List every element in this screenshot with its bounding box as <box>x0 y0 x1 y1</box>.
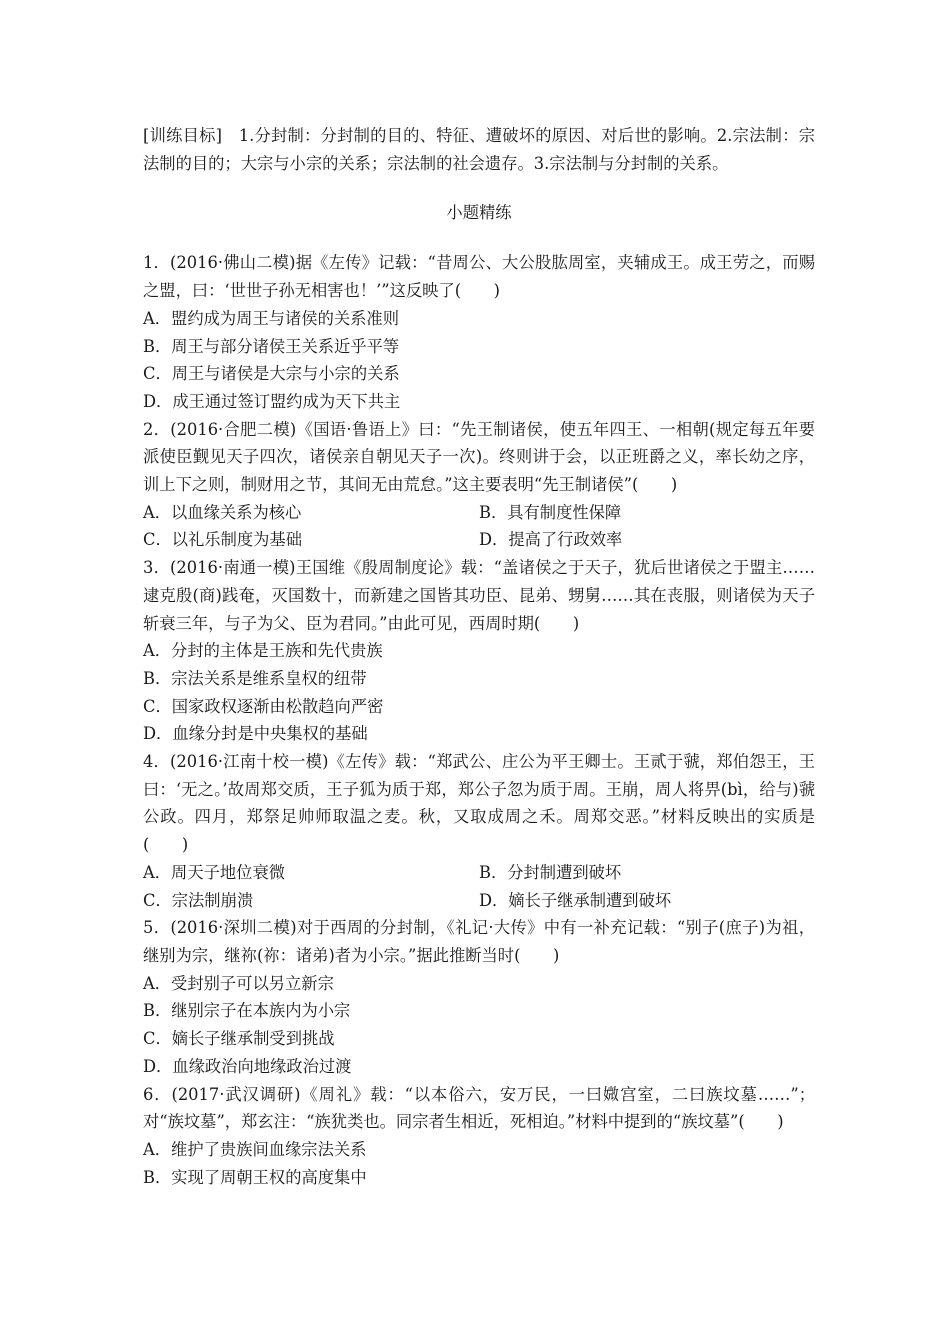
question-2 <box>143 416 815 555</box>
option-c: C．以礼乐制度为基础 <box>143 530 302 550</box>
option-a: A．维护了贵族间血缘宗法关系 <box>143 1139 367 1159</box>
question-stem: 6．(2017·武汉调研)《周礼》载：“以本俗六，安万民，一曰媺宫室，二曰族坟墓……”；对“族坟墓”，郑玄注：“族犹类也。同宗者生相近，死相迫。”材料中提到的“族坟墓”( ) <box>143 1084 815 1132</box>
option-b: B．周王与部分诸侯王关系近乎平等 <box>143 336 400 356</box>
option-a: A．周天子地位衰微 <box>143 862 286 882</box>
options-row <box>143 859 815 887</box>
option-c: C．国家政权逐渐由松散趋向严密 <box>143 696 384 716</box>
option-d: D．血缘政治向地缘政治过渡 <box>143 1056 352 1076</box>
options-row <box>143 887 815 915</box>
option-c: C．宗法制崩溃 <box>143 890 254 910</box>
option-b: B．实现了周朝王权的高度集中 <box>143 1167 367 1187</box>
option-d: D．血缘分封是中央集权的基础 <box>143 724 368 744</box>
option-a: A．分封的主体是王族和先代贵族 <box>143 641 383 661</box>
question-stem: 2．(2016·合肥二模)《国语·鲁语上》曰：“先王制诸侯，使五年四王、一相朝(规定每五年要派使臣觐见天子四次，诸侯亲自朝见天子一次)。终则讲于会，以正班爵之义，率长幼之序，训上下之则，制财用之节，其间无由荒怠。”这主要表明“先王制诸侯”( ) <box>143 419 815 495</box>
option-d: D．嫡长子继承制遭到破坏 <box>479 890 672 910</box>
option-b: B．具有制度性保障 <box>479 502 622 522</box>
document-page <box>143 122 815 1191</box>
option-c: C．嫡长子继承制受到挑战 <box>143 1029 335 1049</box>
question-stem: 1．(2016·佛山二模)据《左传》记载：“昔周公、大公股肱周室，夹辅成王。成王劳之，而赐之盟，曰：‘世世子孙无相害也！’”这反映了( ) <box>143 253 815 301</box>
option-d: D．提高了行政效率 <box>479 530 623 550</box>
options-row <box>143 499 815 527</box>
options-row <box>143 526 815 554</box>
question-3 <box>143 554 815 748</box>
option-b: B．宗法关系是维系皇权的纽带 <box>143 668 367 688</box>
question-4 <box>143 748 815 914</box>
question-5 <box>143 914 815 1080</box>
option-d: D．成王通过签订盟约成为天下共主 <box>143 391 401 411</box>
section-title: 小题精练 <box>446 203 512 223</box>
option-a: A．受封别子可以另立新宗 <box>143 973 334 993</box>
training-goal: [训练目标] 1.分封制：分封制的目的、特征、遭破坏的原因、对后世的影响。2.宗法制：宗法制的目的；大宗与小宗的关系；宗法制的社会遗存。3.宗法制与分封制的关系。 <box>143 126 815 173</box>
option-a: A．以血缘关系为核心 <box>143 502 302 522</box>
question-stem: 5．(2016·深圳二模)对于西周的分封制，《礼记·大传》中有一补充记载：“别子(庶子)为祖，继别为宗，继祢(祢：诸弟)者为小宗。”据此推断当时( ) <box>143 918 815 965</box>
question-stem: 3．(2016·南通一模)王国维《殷周制度论》载：“盖诸侯之于天子，犹后世诸侯之于盟主……逮克殷(商)践奄，灭国数十，而新建之国皆其功臣、昆弟、甥舅……其在丧服，则诸侯为天子斩衰三年，与子为父、臣为君同。”由此可见，西周时期( ) <box>143 558 815 633</box>
question-stem: 4．(2016·江南十校一模)《左传》载：“郑武公、庄公为平王卿士。王贰于虢，郑伯怨王，王曰：‘无之。’故周郑交质，王子狐为质于郑，郑公子忽为质于周。王崩，周人将畀(bì，给与)虢公政。四月，郑祭足帅师取温之麦。秋，又取成周之禾。周郑交恶。”材料反映出的实质是( ) <box>143 752 815 855</box>
option-a: A．盟约成为周王与诸侯的关系准则 <box>143 308 399 328</box>
option-b: B．继别宗子在本族内为小宗 <box>143 1001 351 1021</box>
question-6 <box>143 1081 815 1192</box>
option-b: B．分封制遭到破坏 <box>479 862 622 882</box>
question-1 <box>143 249 815 415</box>
option-c: C．周王与诸侯是大宗与小宗的关系 <box>143 364 400 384</box>
